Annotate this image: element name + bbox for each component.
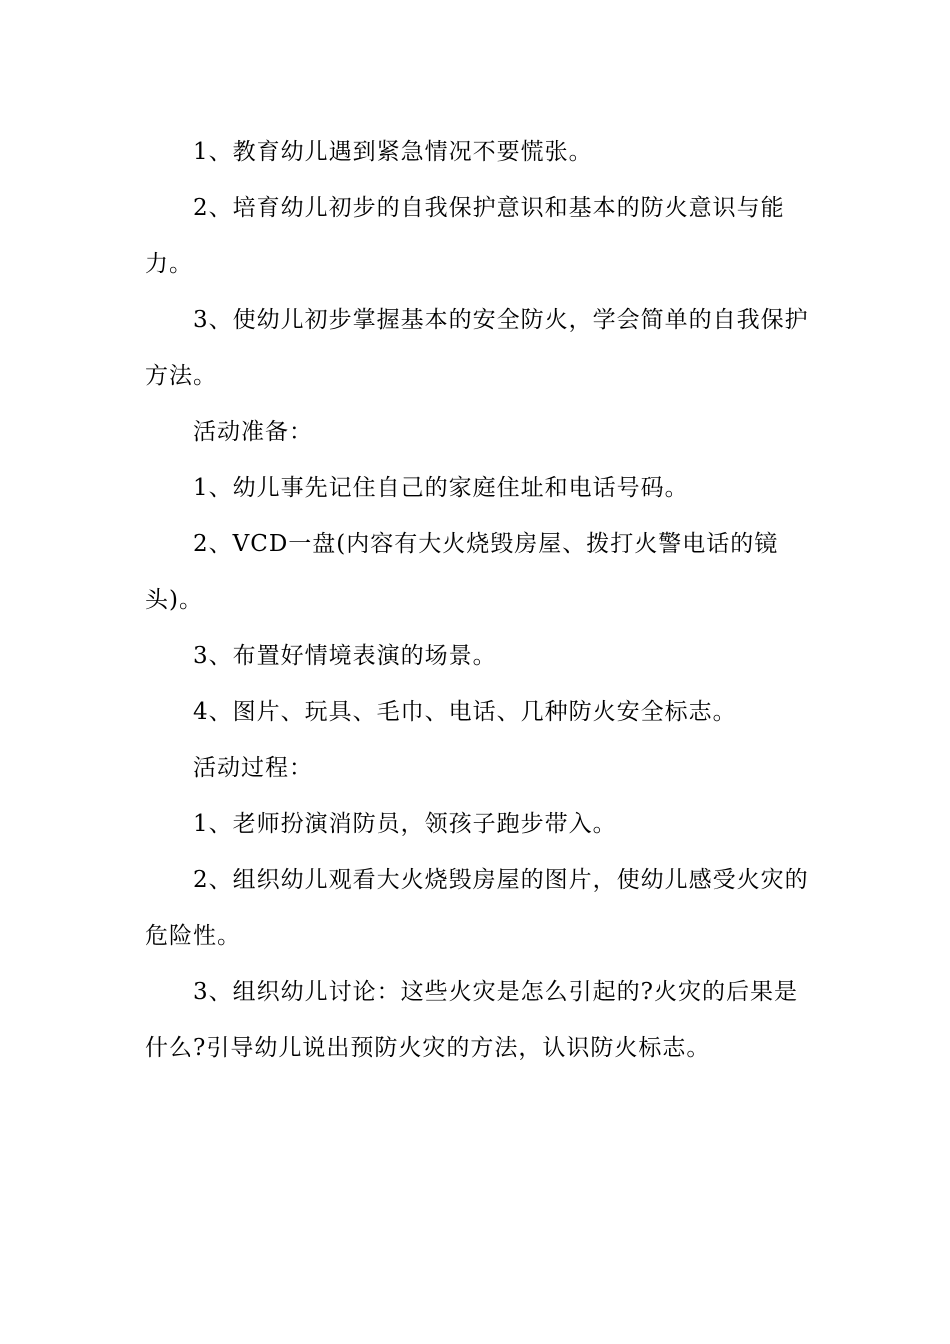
document-body: [145, 124, 817, 1076]
paragraph-preparation-1: 1、幼儿事先记住自己的家庭住址和电话号码。: [193, 475, 689, 501]
paragraph-goal-2: 2、培育幼儿初步的自我保护意识和基本的防火意识与能力。: [145, 195, 785, 277]
paragraph-process-2: 2、组织幼儿观看大火烧毁房屋的图片，使幼儿感受火灾的危险性。: [145, 867, 809, 949]
paragraph-goal-1: 1、教育幼儿遇到紧急情况不要慌张。: [193, 139, 593, 165]
paragraph-process-3: 3、组织幼儿讨论：这些火灾是怎么引起的?火灾的后果是什么?引导幼儿说出预防火灾的方法，认识防火标志。: [145, 979, 798, 1061]
section-heading-process: 活动过程：: [193, 755, 313, 781]
paragraph-goal-3: 3、使幼儿初步掌握基本的安全防火，学会简单的自我保护方法。: [145, 307, 809, 389]
paragraph-process-1: 1、老师扮演消防员，领孩子跑步带入。: [193, 811, 617, 837]
paragraph-preparation-4: 4、图片、玩具、毛巾、电话、几种防火安全标志。: [193, 699, 737, 725]
paragraph-preparation-3: 3、布置好情境表演的场景。: [193, 643, 497, 669]
section-heading-preparation: 活动准备：: [193, 419, 313, 445]
paragraph-preparation-2: 2、VCD一盘(内容有大火烧毁房屋、拨打火警电话的镜头)。: [145, 531, 779, 613]
